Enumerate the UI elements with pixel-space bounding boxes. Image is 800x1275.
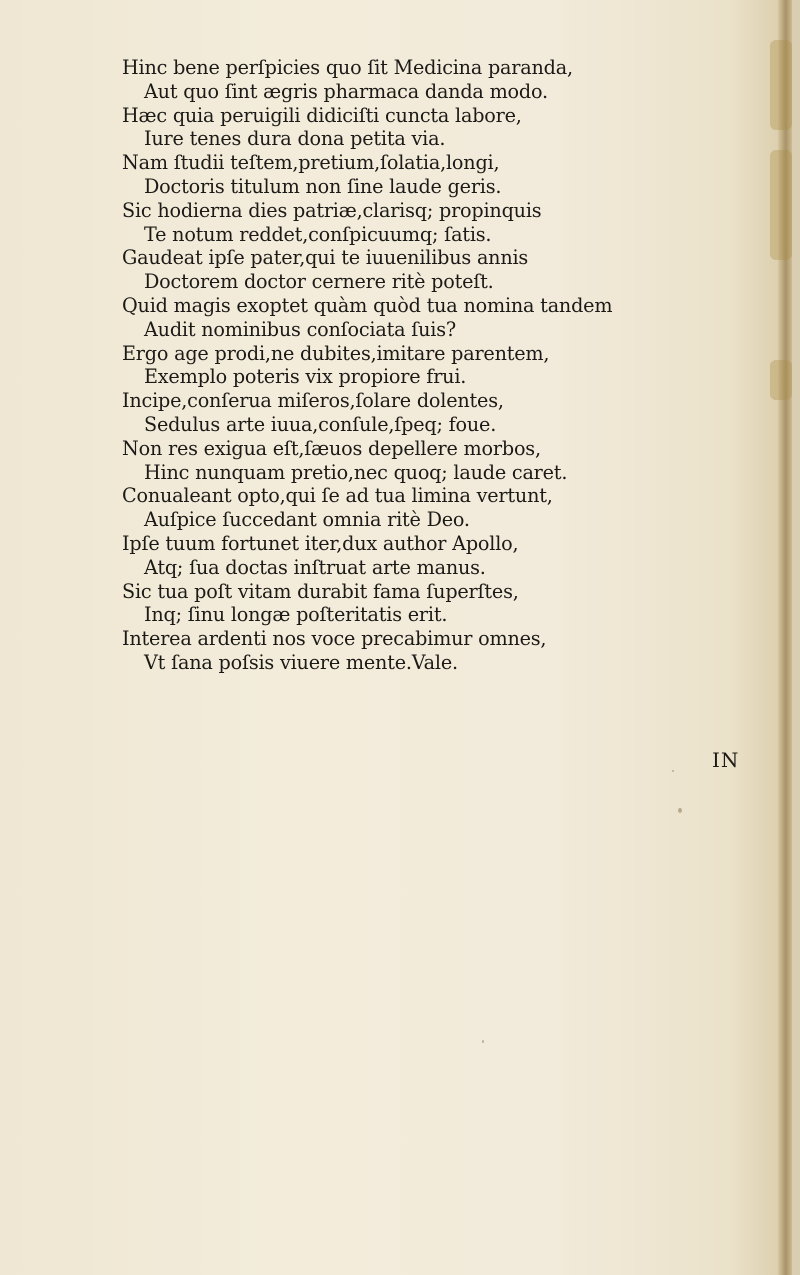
verse-line: Sic hodierna dies patriæ,clarisq; propinquis [122,198,542,222]
verse-line: Iure tenes dura dona petita via. [144,127,446,151]
verse-line: Sic tua poſt vitam durabit fama ſuperſtes, [122,579,519,603]
verse-line: Inq; ſinu longæ poſteritatis erit. [144,603,448,627]
verse-line: Doctorem doctor cernere ritè poteſt. [144,270,494,294]
verse-line: Auſpice ſuccedant omnia ritè Deo. [144,508,470,532]
paper-speck [482,1040,484,1043]
catchword: IN [712,748,740,772]
edge-stain [770,40,792,130]
paper-speck [672,770,674,772]
verse-line: Gaudeat ipſe pater,qui te iuuenilibus annis [122,246,529,270]
verse-line: Hæc quia peruigili didiciſti cuncta labore, [122,103,522,127]
verse-line: Te notum reddet,conſpicuumq; ſatis. [144,222,492,246]
verse-line: Hinc nunquam pretio,nec quoq; laude caret. [144,460,568,484]
verse-line: Sedulus arte iuua,conſule,ſpeq; foue. [144,412,497,436]
verse-line: Conualeant opto,qui ſe ad tua limina vertunt, [122,484,553,508]
poem-text-block [122,56,772,675]
verse-line: Quid magis exoptet quàm quòd tua nomina tandem [122,293,613,317]
verse-line: Non res exigua eſt,ſæuos depellere morbos, [122,436,541,460]
verse-line: Hinc bene perſpicies quo ſit Medicina paranda, [122,56,573,79]
verse-line: Exemplo poteris vix propiore frui. [144,365,467,389]
verse-line: Aut quo ſint ægris pharmaca danda modo. [144,79,548,103]
verse-line: Ergo age prodi,ne dubites,imitare parentem, [122,341,550,365]
verse-line: Audit nominibus conſociata ſuis? [144,317,456,341]
verse-line: Incipe,conſerua miſeros,ſolare dolentes, [122,389,504,413]
verse-line: Interea ardenti nos voce precabimur omnes, [122,627,547,651]
edge-stain [770,360,792,400]
edge-stain [770,150,792,260]
verse-line: Doctoris titulum non ſine laude geris. [144,174,502,198]
verse-line: Atq; ſua doctas inſtruat arte manus. [144,555,486,579]
paper-speck [678,808,682,813]
verse-line: Nam ſtudii teſtem,pretium,ſolatia,longi, [122,151,500,175]
verse-line: Ipſe tuum fortunet iter,dux author Apollo, [122,531,519,555]
verse-line: Vt ſana poſsis viuere mente.Vale. [144,650,458,674]
